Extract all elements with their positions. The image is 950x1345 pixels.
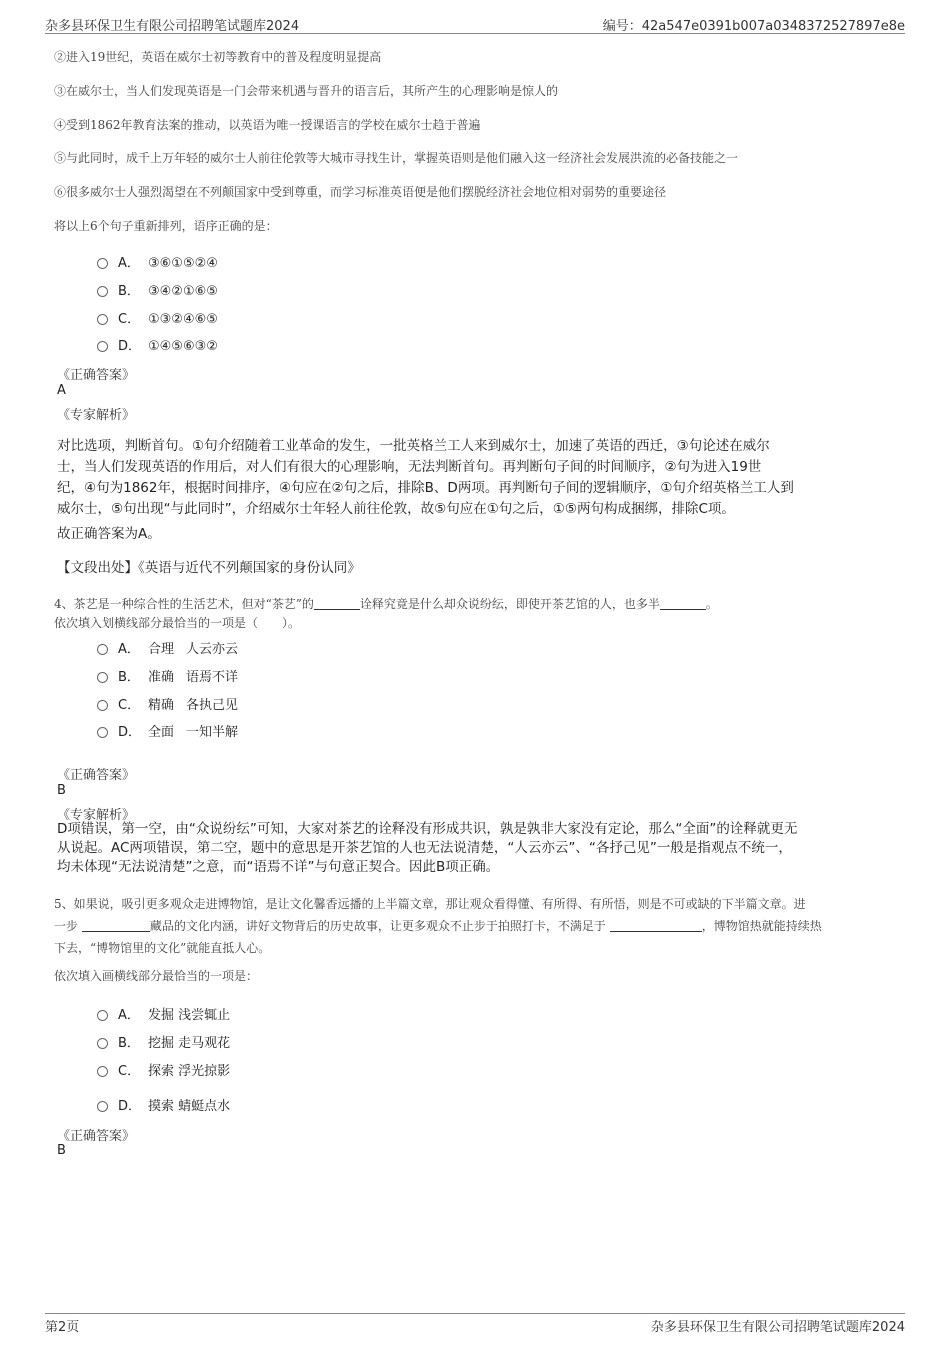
q5-answer: B bbox=[57, 1143, 66, 1158]
blank-1 bbox=[82, 919, 150, 932]
q3-analysis: 对比选项，判断首句。①句介绍随着工业革命的发生，一批英格兰工人来到威尔士，加速了英语的西迁，③句论述在威尔 士，当人们发现英语的作用后，对人们有很大的心理影响，无法判断首句。再判断句子间的时间顺序，②句为进入19世 纪，④句为1862年，根据时间排序，④句应在②句之后，排除B、D两项。再判断句子间的逻辑顺序，①句介绍英格兰工人到 威尔士，⑤句出现“与此同时”，介绍威尔士年轻人前往伦敦，故⑤句应在①句之后，①⑤两句构成捆绑，排除C项。 bbox=[57, 438, 794, 517]
blank-1 bbox=[314, 597, 360, 610]
q4-option-c[interactable]: C． 精确 各执己见 bbox=[97, 694, 238, 713]
q4-option-b[interactable]: B． 准确 语焉不详 bbox=[97, 666, 238, 685]
radio-icon[interactable] bbox=[97, 314, 108, 325]
q3-option-b[interactable]: B． ③④②①⑥⑤ bbox=[97, 280, 218, 299]
sentence-2: ②进入19世纪，英语在威尔士初等教育中的普及程度明显提高 bbox=[54, 50, 382, 64]
radio-icon[interactable] bbox=[97, 341, 108, 352]
q3-option-c[interactable]: C． ①③②④⑥⑤ bbox=[97, 308, 218, 327]
radio-icon[interactable] bbox=[97, 286, 108, 297]
q3-source: 【文段出处】《英语与近代不列颠国家的身份认同》 bbox=[57, 560, 361, 576]
q3-conclusion: 故正确答案为A。 bbox=[57, 526, 161, 542]
radio-icon[interactable] bbox=[97, 1038, 108, 1049]
q5-option-c[interactable]: C． 探索 浮光掠影 bbox=[97, 1060, 230, 1079]
page-header bbox=[45, 13, 905, 34]
q4-analysis-label: 《专家解析》 bbox=[57, 808, 136, 823]
q3-answer: A bbox=[57, 383, 66, 398]
blank-2 bbox=[610, 919, 702, 932]
q4-stem2: 依次填入划横线部分最恰当的一项是（ ）。 bbox=[54, 616, 301, 630]
q5-option-d[interactable]: D． 摸索 蜻蜓点水 bbox=[97, 1095, 230, 1114]
q4-answer: B bbox=[57, 783, 66, 798]
footer-title: 杂多县环保卫生有限公司招聘笔试题库2024 bbox=[650, 1320, 905, 1335]
q4-option-d[interactable]: D． 全面 一知半解 bbox=[97, 721, 238, 740]
page-footer bbox=[45, 1313, 905, 1334]
q3-answer-label: 《正确答案》 bbox=[57, 368, 136, 383]
q3-analysis-label: 《专家解析》 bbox=[57, 408, 136, 423]
q5-prompt: 依次填入画横线部分最恰当的一项是： bbox=[54, 969, 259, 983]
q3-prompt: 将以上6个句子重新排列，语序正确的是： bbox=[54, 219, 278, 233]
q4-option-a[interactable]: A． 合理 人云亦云 bbox=[97, 638, 238, 657]
radio-icon[interactable] bbox=[97, 644, 108, 655]
radio-icon[interactable] bbox=[97, 1010, 108, 1021]
radio-icon[interactable] bbox=[97, 1101, 108, 1112]
q5-stem: 5、如果说，吸引更多观众走进博物馆，是让文化馨香远播的上半篇文章，那让观众看得懂、有所得、有所悟，则是不可或缺的下半篇文章。进 一步 藏品的文化内涵，讲好文物背后的历史故事，让更多观众不止步于拍照打卡，不满足于 ，博物馆热就能持续热 下去，“博物馆里的文化”就能直抵人心。 bbox=[54, 897, 822, 955]
blank-2 bbox=[660, 597, 706, 610]
q5-option-b[interactable]: B． 挖掘 走马观花 bbox=[97, 1032, 230, 1051]
radio-icon[interactable] bbox=[97, 727, 108, 738]
q5-option-a[interactable]: A． 发掘 浅尝辄止 bbox=[97, 1004, 230, 1023]
radio-icon[interactable] bbox=[97, 258, 108, 269]
q3-option-d[interactable]: D． ①④⑤⑥③② bbox=[97, 335, 218, 354]
sentence-6: ⑥很多威尔士人强烈渴望在不列颠国家中受到尊重，而学习标准英语便是他们摆脱经济社会地位相对弱势的重要途径 bbox=[54, 185, 667, 199]
q4-stem: 4、茶艺是一种综合性的生活艺术，但对“茶艺”的 诠释究竟是什么却众说纷纭，即使开茶艺馆的人，也多半 。 bbox=[54, 597, 718, 611]
q3-option-a[interactable]: A． ③⑥①⑤②④ bbox=[97, 252, 218, 271]
page-number: 第2页 bbox=[45, 1320, 80, 1335]
radio-icon[interactable] bbox=[97, 700, 108, 711]
header-serial: 编号：42a547e0391b007a0348372527897e8e bbox=[602, 19, 905, 34]
sentence-3: ③在威尔士，当人们发现英语是一门会带来机遇与晋升的语言后，其所产生的心理影响是惊人的 bbox=[54, 84, 559, 98]
q4-analysis: D项错误，第一空，由“众说纷纭”可知，大家对茶艺的诠释没有形成共识，孰是孰非大家没有定论，那么“全面”的诠释就更无 从说起。AC两项错误，第二空，题中的意思是开茶艺馆的人也无法说清楚，“人云亦云”、“各抒己见”一般是指观点不统一， 均未体现“无法说清楚”之意，而“语焉不详”与句意正契合。因此B项正确。 bbox=[57, 821, 798, 875]
sentence-5: ⑤与此同时，成千上万年轻的威尔士人前往伦敦等大城市寻找生计，掌握英语则是他们融入这一经济社会发展洪流的必备技能之一 bbox=[54, 151, 739, 165]
radio-icon[interactable] bbox=[97, 672, 108, 683]
q5-answer-label: 《正确答案》 bbox=[57, 1129, 136, 1144]
header-title: 杂多县环保卫生有限公司招聘笔试题库2024 bbox=[45, 19, 300, 34]
q4-answer-label: 《正确答案》 bbox=[57, 768, 136, 783]
radio-icon[interactable] bbox=[97, 1066, 108, 1077]
sentence-4: ④受到1862年教育法案的推动，以英语为唯一授课语言的学校在威尔士趋于普遍 bbox=[54, 118, 481, 132]
